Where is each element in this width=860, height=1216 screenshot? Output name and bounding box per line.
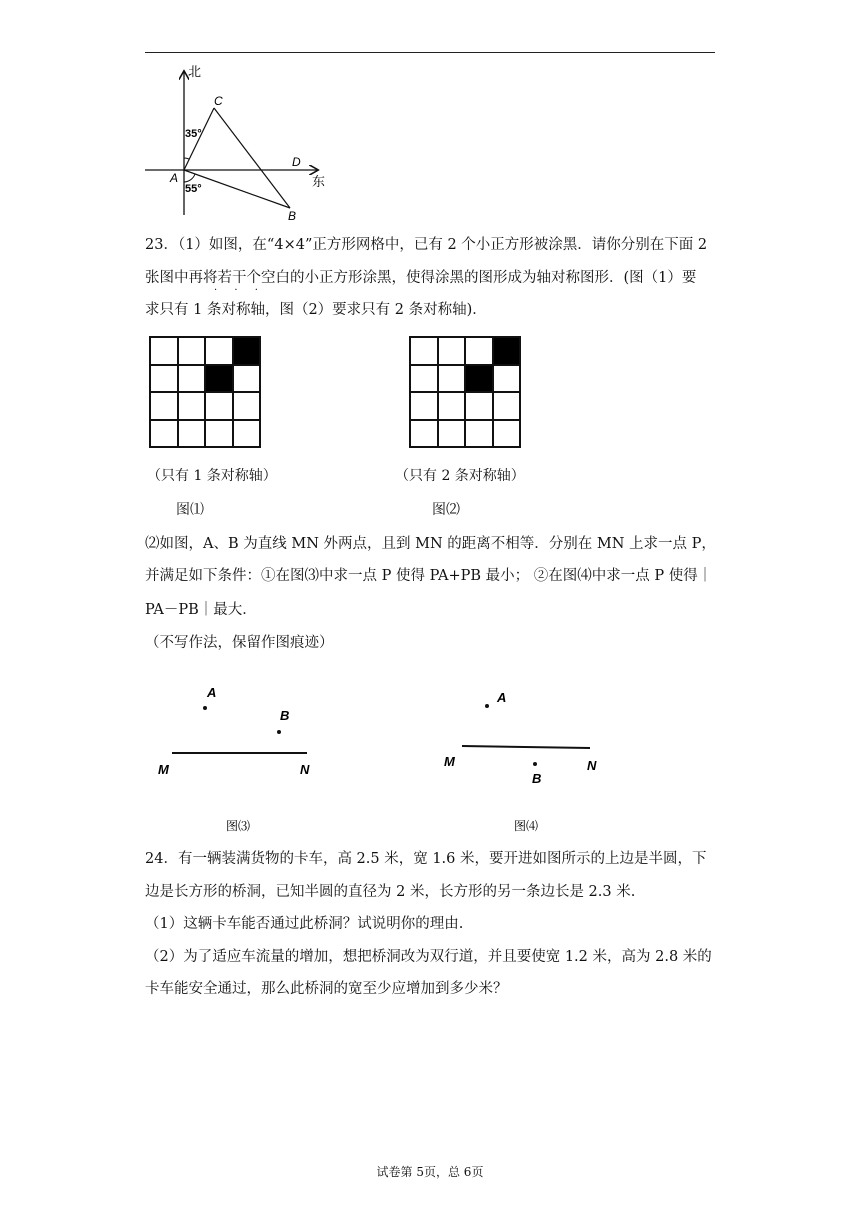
fig4-label-n: N <box>587 758 597 773</box>
fig3-label-b: B <box>280 708 290 723</box>
line-mn <box>462 746 590 748</box>
grid1-cell[interactable] <box>233 365 261 393</box>
angle-55-label: 55° <box>185 183 202 195</box>
north-label: 北 <box>188 64 202 79</box>
fig3-caption: 图⑶ <box>226 819 251 833</box>
grid1-cell[interactable] <box>233 392 261 420</box>
point-b-dot <box>533 762 537 766</box>
grid2-cell[interactable] <box>410 420 438 448</box>
angle-35-label: 35° <box>185 128 202 140</box>
grid2-figure-label: 图⑵ <box>432 502 460 518</box>
grid1-cell-black[interactable] <box>205 365 233 393</box>
grid2-cell[interactable] <box>410 392 438 420</box>
point-a-label: A <box>170 171 179 185</box>
grid-figure-1[interactable] <box>149 336 261 448</box>
fig4-caption: 图⑷ <box>514 819 539 833</box>
grid1-figure-label: 图⑴ <box>176 502 204 518</box>
grid1-cell[interactable] <box>178 392 206 420</box>
grid1-cell[interactable] <box>178 365 206 393</box>
q23-p2-line3: PA－PB｜最大． <box>145 602 257 618</box>
grid1-cell[interactable] <box>178 420 206 448</box>
grid1-cell[interactable] <box>150 392 178 420</box>
q23-line2: 张图中再将若干个空白的小正方形涂黑，使得涂黑的图形成为轴对称图形．(图（1）要 <box>145 270 697 286</box>
direction-figure <box>140 60 340 225</box>
q23-p2-line4: （不写作法，保留作图痕迹） <box>145 635 334 651</box>
grid-figure-2[interactable] <box>409 336 521 448</box>
header-rule <box>145 52 715 53</box>
grid1-cell[interactable] <box>205 337 233 365</box>
grid1-cell-black[interactable] <box>233 337 261 365</box>
fig4-label-a: A <box>497 690 507 705</box>
fig4-label-b: B <box>532 771 542 786</box>
angle-arc-south <box>184 174 195 182</box>
grid1-caption: （只有 1 条对称轴） <box>147 468 277 484</box>
point-c-label: C <box>214 94 223 108</box>
angle-arc-north <box>184 158 189 159</box>
grid1-cell[interactable] <box>150 365 178 393</box>
point-b-dot <box>277 730 281 734</box>
grid1-cell[interactable] <box>233 420 261 448</box>
point-b-label: B <box>288 209 297 223</box>
point-a-dot <box>203 706 207 710</box>
figure-3 <box>150 680 350 840</box>
q23-p2-line1: ⑵如图，A、B 为直线 MN 外两点，且到 MN 的距离不相等．分别在 MN 上求一点 P， <box>145 536 716 552</box>
q23-line3: 求只有 1 条对称轴，图（2）要求只有 2 条对称轴)． <box>145 302 487 318</box>
q23-line1: 23．（1）如图，在“4×4”正方形网格中，已有 2 个小正方形被涂黑．请你分别在下面 2 <box>145 237 708 253</box>
grid2-cell[interactable] <box>493 365 521 393</box>
q24-line5: 卡车能安全通过，那么此桥洞的宽至少应增加到多少米？ <box>145 981 508 997</box>
grid1-cell[interactable] <box>205 392 233 420</box>
fig3-label-m: M <box>158 762 169 777</box>
grid2-cell[interactable] <box>465 392 493 420</box>
q24-line4: （2）为了适应车流量的增加，想把桥洞改为双行道，并且要使宽 1.2 米，高为 2.8 米的 <box>145 949 712 965</box>
grid2-caption: （只有 2 条对称轴） <box>395 468 525 484</box>
grid2-cell[interactable] <box>410 365 438 393</box>
grid2-cell[interactable] <box>438 420 466 448</box>
q24-line3: （1）这辆卡车能否通过此桥洞？试说明你的理由. <box>145 916 464 932</box>
q23-p2-line2: 并满足如下条件：①在图⑶中求一点 P 使得 PA+PB 最小； ②在图⑷中求一点 P 使得｜ <box>145 568 713 584</box>
grid2-cell[interactable] <box>493 392 521 420</box>
grid1-cell[interactable] <box>178 337 206 365</box>
fig3-label-n: N <box>300 762 310 777</box>
fig4-label-m: M <box>444 754 455 769</box>
grid1-cell[interactable] <box>150 420 178 448</box>
grid2-cell[interactable] <box>438 392 466 420</box>
point-a-dot <box>485 704 489 708</box>
east-label: 东 <box>312 174 326 189</box>
grid1-cell[interactable] <box>150 337 178 365</box>
q24-line2: 边是长方形的桥洞，已知半圆的直径为 2 米，长方形的另一条边长是 2.3 米. <box>145 884 636 900</box>
figure-4 <box>440 680 620 840</box>
page-footer: 试卷第 5页，总 6页 <box>376 1165 484 1179</box>
grid2-cell[interactable] <box>465 337 493 365</box>
grid2-cell[interactable] <box>410 337 438 365</box>
fig3-label-a: A <box>207 685 217 700</box>
grid2-cell[interactable] <box>465 420 493 448</box>
q24-line1: 24．有一辆装满货物的卡车，高 2.5 米，宽 1.6 米，要开进如图所示的上边是半圆，下 <box>145 851 707 867</box>
point-d-label: D <box>292 155 301 169</box>
emphasis-dots: · · · <box>214 285 265 296</box>
grid2-cell-black[interactable] <box>465 365 493 393</box>
grid2-cell[interactable] <box>493 420 521 448</box>
grid2-cell[interactable] <box>438 365 466 393</box>
grid2-cell-black[interactable] <box>493 337 521 365</box>
grid1-cell[interactable] <box>205 420 233 448</box>
segment-cb <box>214 108 290 208</box>
grid2-cell[interactable] <box>438 337 466 365</box>
